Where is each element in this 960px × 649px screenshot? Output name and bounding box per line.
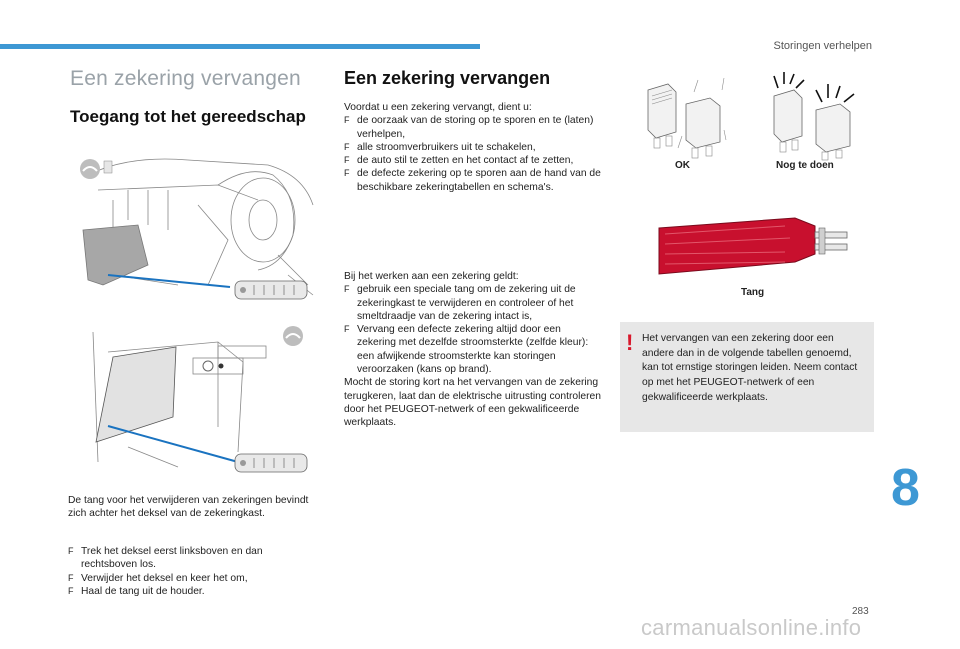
fuse-ok-illustration: [638, 70, 730, 160]
list-item: [344, 167, 602, 194]
list-item: [68, 545, 313, 572]
warning-text: Het vervangen van een zekering door een andere dan in de volgende tabellen genoemd, kan tot ernstige storingen leiden. Neem contact op met het PEUGEOT-netwerk of een gekwalificeerde werkplaats.: [642, 333, 858, 403]
chapter-number: 8: [891, 459, 920, 517]
list-item-text: Trek het deksel eerst linksboven en dan rechtsboven los.: [81, 546, 263, 571]
list-item: [344, 141, 602, 154]
bullet-icon: F: [68, 546, 74, 556]
warning-box: [620, 322, 874, 432]
middle-before-block: [344, 101, 602, 194]
fuse-bad-label: Nog te doen: [776, 160, 834, 171]
chapter-title: Storingen verhelpen: [773, 40, 872, 52]
middle-closing: Mocht de storing kort na het vervangen van de zekering terugkeren, laat dan de elektrische uitrusting controleren door het PEUGEOT-netwerk of een gekwalificeerde werkplaats.: [344, 377, 601, 429]
section-title-left: Een zekering vervangen: [70, 67, 301, 90]
fuse-ok-label: OK: [675, 160, 690, 171]
list-item-text: Vervang een defecte zekering altijd door een zekering met dezelfde stroomsterkte (zelfde kleur): een afwijkende stroomsterkte kan storingen veroorzaken (kans op brand).: [357, 324, 589, 376]
bullet-icon: F: [344, 284, 350, 295]
left-intro-paragraph: De tang voor het verwijderen van zekeringen bevindt zich achter het deksel van de zekeringkast.: [68, 495, 309, 520]
bullet-icon: F: [68, 585, 74, 596]
list-item: [344, 323, 602, 376]
fuse-tongs-label: Tang: [741, 287, 765, 298]
subtitle-access-tool: Toegang tot het gereedschap: [70, 107, 306, 126]
middle-work-block: [344, 270, 602, 430]
list-item-text: Haal de tang uit de houder.: [81, 585, 205, 597]
list-item-text: de defecte zekering op te sporen aan de hand van de beschikbare zekeringtabellen en schema's.: [357, 168, 601, 193]
fusebox-lid-detail-icon: [234, 452, 308, 474]
bullet-icon: F: [344, 155, 350, 166]
list-item: [344, 283, 602, 323]
top-accent-bar: [0, 44, 480, 49]
fuse-tongs-illustration: [655, 210, 855, 282]
list-item-text: Verwijder het deksel en keer het om,: [81, 572, 248, 584]
list-item-text: gebruik een speciale tang om de zekering uit de zekeringkast te verwijderen en controleer of het smeltdraadje van de zekering intact is,: [357, 284, 576, 322]
list-item-text: de oorzaak van de storing op te sporen en te (laten) verhelpen,: [357, 115, 594, 140]
list-item: [344, 154, 602, 167]
left-steps-list: [68, 545, 313, 598]
middle-work-intro: Bij het werken aan een zekering geldt:: [344, 271, 519, 282]
bullet-icon: F: [344, 324, 350, 335]
list-item: [68, 572, 313, 585]
list-item-text: de auto stil te zetten en het contact af te zetten,: [357, 155, 574, 167]
bullet-icon: F: [344, 168, 350, 179]
list-item: [68, 585, 313, 598]
page-number: 283: [852, 606, 869, 617]
watermark: carmanualsonline.info: [641, 615, 862, 640]
fuse-cover-detail-icon: [234, 279, 308, 301]
list-item-text: alle stroomverbruikers uit te schakelen,: [357, 141, 536, 153]
section-title-middle: Een zekering vervangen: [344, 68, 551, 88]
fusebox-illustration: [68, 322, 313, 472]
list-item: [344, 114, 602, 141]
bullet-icon: F: [68, 572, 74, 583]
bullet-icon: F: [344, 141, 350, 152]
fuse-bad-illustration: [764, 70, 860, 160]
middle-intro: Voordat u een zekering vervangt, dient u:: [344, 102, 532, 113]
bullet-icon: F: [344, 115, 350, 126]
warning-icon: !: [626, 330, 634, 355]
